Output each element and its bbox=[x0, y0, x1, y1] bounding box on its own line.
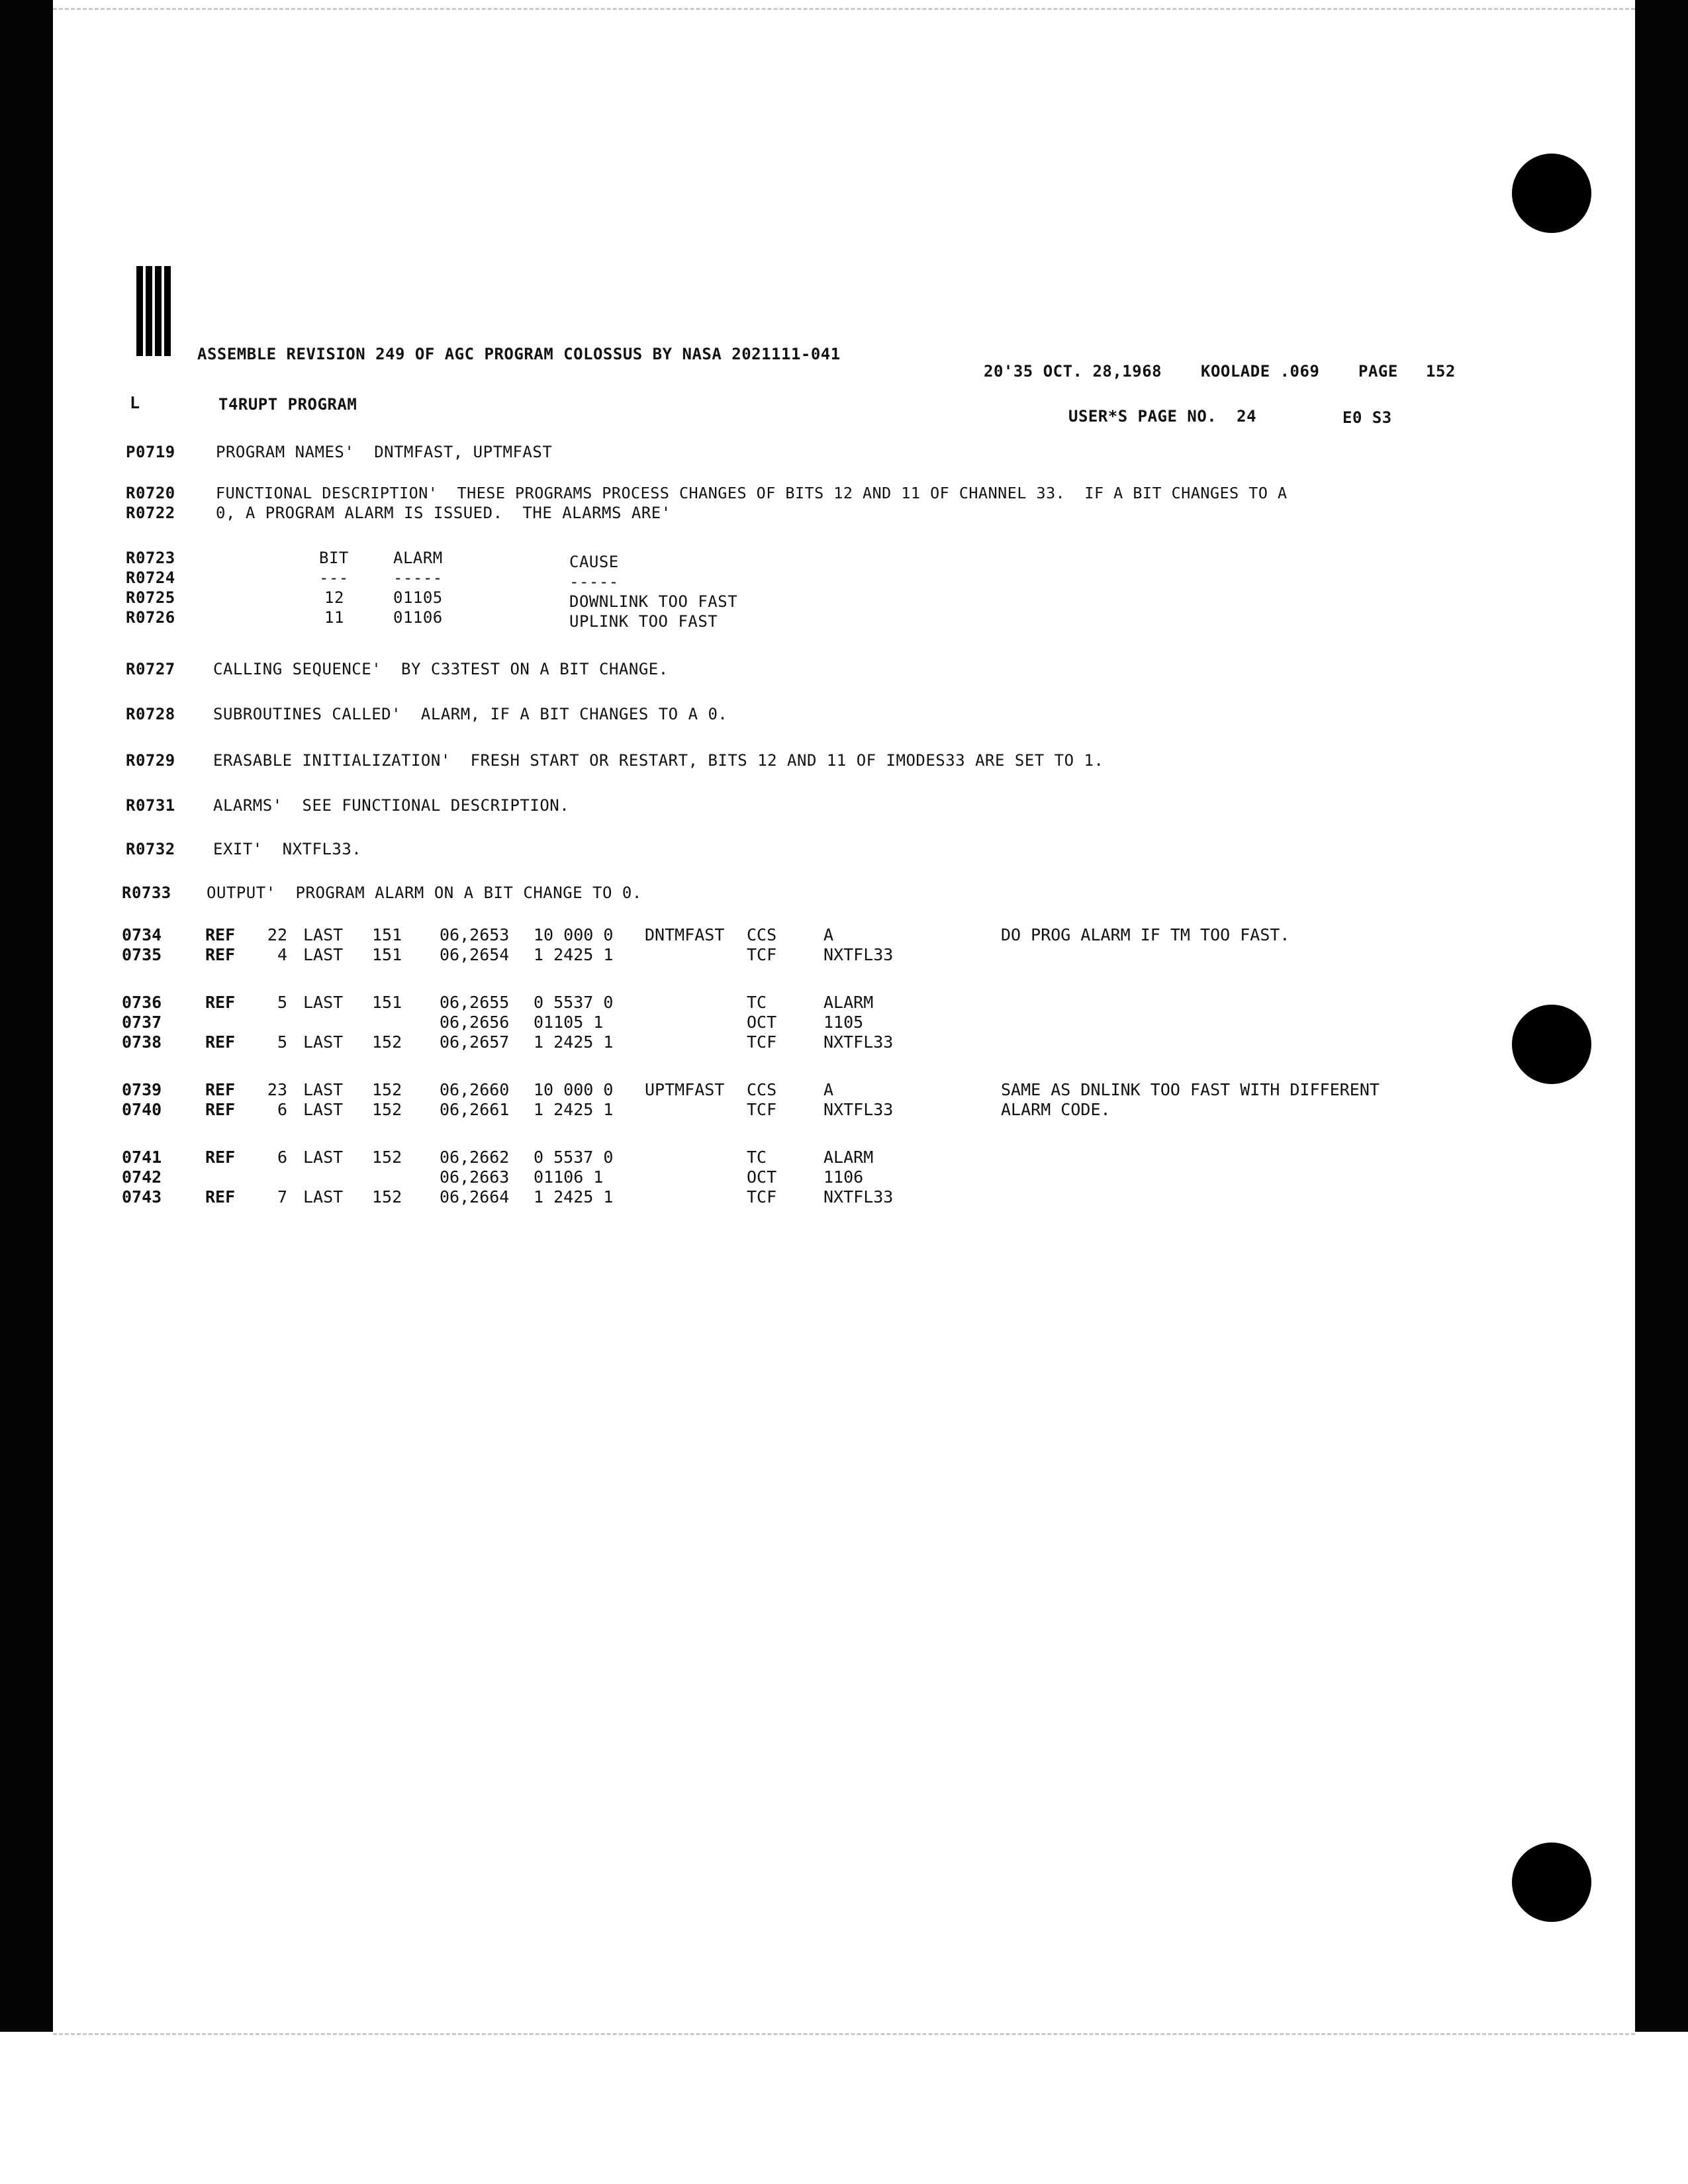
last-label: LAST bbox=[303, 1187, 344, 1206]
octal-code: 1 2425 1 bbox=[534, 1100, 614, 1119]
ref-label: REF bbox=[205, 945, 236, 964]
address: 06,2654 bbox=[440, 945, 510, 964]
ref-label: REF bbox=[205, 993, 236, 1012]
header-datetime: 20'35 OCT. 28,1968 bbox=[984, 362, 1162, 381]
alarm-code: 01106 bbox=[393, 608, 443, 627]
page-ref: 152 bbox=[372, 1148, 402, 1167]
ref-label: REF bbox=[205, 1187, 236, 1206]
address: 06,2653 bbox=[440, 925, 510, 944]
line-id: P0719 bbox=[126, 443, 175, 461]
ref-count: 6 bbox=[277, 1148, 287, 1167]
comment-text: 0, A PROGRAM ALARM IS ISSUED. THE ALARMS ARE' bbox=[216, 504, 671, 522]
address: 06,2664 bbox=[440, 1187, 510, 1206]
listing-comment: DO PROG ALARM IF TM TOO FAST. bbox=[1001, 925, 1290, 944]
operand: 1105 bbox=[823, 1013, 864, 1032]
ref-label: REF bbox=[205, 1148, 236, 1167]
operand: ALARM bbox=[823, 993, 874, 1012]
page-ref: 152 bbox=[372, 1187, 402, 1206]
operand: NXTFL33 bbox=[823, 1032, 894, 1052]
operand: A bbox=[823, 925, 834, 944]
line-id: R0727 bbox=[126, 660, 175, 678]
ref-count: 23 bbox=[267, 1080, 287, 1099]
line-number: 0737 bbox=[122, 1013, 162, 1032]
alarm-table-header-bit: BIT bbox=[319, 549, 349, 567]
operand: NXTFL33 bbox=[823, 945, 894, 964]
bottom-edge-line bbox=[53, 2033, 1635, 2035]
scan-border-left bbox=[0, 0, 53, 2032]
opcode: OCT bbox=[747, 1167, 777, 1187]
last-label: LAST bbox=[303, 1148, 344, 1167]
octal-code: 1 2425 1 bbox=[534, 1032, 614, 1052]
line-id: R0725 bbox=[126, 588, 175, 607]
comment-text: ALARMS' SEE FUNCTIONAL DESCRIPTION. bbox=[213, 796, 570, 815]
last-label: LAST bbox=[303, 945, 344, 964]
opcode: CCS bbox=[747, 1080, 777, 1099]
address: 06,2660 bbox=[440, 1080, 510, 1099]
symbol-label: UPTMFAST bbox=[645, 1080, 725, 1099]
address: 06,2656 bbox=[440, 1013, 510, 1032]
ref-count: 7 bbox=[277, 1187, 287, 1206]
program-title: T4RUPT PROGRAM bbox=[218, 395, 357, 414]
top-edge-line bbox=[53, 8, 1635, 10]
page-ref: 151 bbox=[372, 925, 402, 944]
header-page-number: 152 bbox=[1426, 362, 1456, 381]
alarm-table-dash: ----- bbox=[393, 569, 443, 587]
line-id: R0726 bbox=[126, 608, 175, 627]
octal-code: 0 5537 0 bbox=[534, 1148, 614, 1167]
line-number: 0734 bbox=[122, 925, 162, 944]
address: 06,2663 bbox=[440, 1167, 510, 1187]
opcode: TCF bbox=[747, 1032, 777, 1052]
address: 06,2657 bbox=[440, 1032, 510, 1052]
binder-mark bbox=[136, 266, 171, 356]
alarm-bit: 11 bbox=[324, 608, 344, 627]
comment-text: OUTPUT' PROGRAM ALARM ON A BIT CHANGE TO 0. bbox=[207, 884, 642, 902]
octal-code: 0 5537 0 bbox=[534, 993, 614, 1012]
listing-comment: SAME AS DNLINK TOO FAST WITH DIFFERENT bbox=[1001, 1080, 1380, 1099]
last-label: LAST bbox=[303, 925, 344, 944]
punch-hole bbox=[1512, 1843, 1591, 1922]
ref-label: REF bbox=[205, 1100, 236, 1119]
opcode: TCF bbox=[747, 1187, 777, 1206]
ref-count: 5 bbox=[277, 1032, 287, 1052]
comment-text: CALLING SEQUENCE' BY C33TEST ON A BIT CHANGE. bbox=[213, 660, 669, 678]
opcode: TCF bbox=[747, 1100, 777, 1119]
address: 06,2662 bbox=[440, 1148, 510, 1167]
ref-count: 22 bbox=[267, 925, 287, 944]
octal-code: 1 2425 1 bbox=[534, 945, 614, 964]
line-id: R0720 bbox=[126, 484, 175, 502]
operand: ALARM bbox=[823, 1148, 874, 1167]
comment-text: FUNCTIONAL DESCRIPTION' THESE PROGRAMS PROCESS CHANGES OF BITS 12 AND 11 OF CHANNEL 33. IF A BIT CHANGES TO A bbox=[216, 484, 1288, 502]
operand: 1106 bbox=[823, 1167, 864, 1187]
header-koolade: KOOLADE .069 bbox=[1201, 362, 1320, 381]
alarm-bit: 12 bbox=[324, 588, 344, 607]
alarm-table-dash: --- bbox=[319, 569, 349, 587]
opcode: CCS bbox=[747, 925, 777, 944]
line-id: R0722 bbox=[126, 504, 175, 522]
last-label: LAST bbox=[303, 1100, 344, 1119]
alarm-table-header-alarm: ALARM bbox=[393, 549, 443, 567]
line-number: 0740 bbox=[122, 1100, 162, 1119]
octal-code: 1 2425 1 bbox=[534, 1187, 614, 1206]
line-id: R0729 bbox=[126, 751, 175, 770]
octal-code: 01105 1 bbox=[534, 1013, 604, 1032]
line-id: R0731 bbox=[126, 796, 175, 815]
ref-count: 4 bbox=[277, 945, 287, 964]
assemble-header: ASSEMBLE REVISION 249 OF AGC PROGRAM COLOSSUS BY NASA 2021111-041 bbox=[197, 345, 841, 363]
line-number: 0738 bbox=[122, 1032, 162, 1052]
ref-count: 5 bbox=[277, 993, 287, 1012]
line-number: 0739 bbox=[122, 1080, 162, 1099]
line-number: 0743 bbox=[122, 1187, 162, 1206]
opcode: TC bbox=[747, 993, 767, 1012]
page-ref: 151 bbox=[372, 945, 402, 964]
ref-label: REF bbox=[205, 925, 236, 944]
page-code: E0 S3 bbox=[1342, 408, 1392, 427]
opcode: TCF bbox=[747, 945, 777, 964]
last-label: LAST bbox=[303, 1032, 344, 1052]
punch-hole bbox=[1512, 1005, 1591, 1084]
operand: NXTFL33 bbox=[823, 1100, 894, 1119]
operand: NXTFL33 bbox=[823, 1187, 894, 1206]
punch-hole bbox=[1512, 154, 1591, 233]
address: 06,2661 bbox=[440, 1100, 510, 1119]
alarm-code: 01105 bbox=[393, 588, 443, 607]
line-number: 0741 bbox=[122, 1148, 162, 1167]
page-ref: 152 bbox=[372, 1032, 402, 1052]
line-number: 0735 bbox=[122, 945, 162, 964]
ref-label: REF bbox=[205, 1080, 236, 1099]
subheader-mark: L bbox=[130, 393, 140, 412]
operand: A bbox=[823, 1080, 834, 1099]
symbol-label: DNTMFAST bbox=[645, 925, 725, 944]
last-label: LAST bbox=[303, 993, 344, 1012]
listing-comment: ALARM CODE. bbox=[1001, 1100, 1111, 1119]
address: 06,2655 bbox=[440, 993, 510, 1012]
ref-count: 6 bbox=[277, 1100, 287, 1119]
octal-code: 10 000 0 bbox=[534, 1080, 614, 1099]
opcode: TC bbox=[747, 1148, 767, 1167]
last-label: LAST bbox=[303, 1080, 344, 1099]
page-ref: 152 bbox=[372, 1080, 402, 1099]
ref-label: REF bbox=[205, 1032, 236, 1052]
page-ref: 152 bbox=[372, 1100, 402, 1119]
line-number: 0736 bbox=[122, 993, 162, 1012]
line-id: R0728 bbox=[126, 705, 175, 723]
comment-text: PROGRAM NAMES' DNTMFAST, UPTMFAST bbox=[216, 443, 553, 461]
alarm-table-header-cause: CAUSE bbox=[569, 553, 619, 571]
line-id: R0724 bbox=[126, 569, 175, 587]
header-page-label: PAGE bbox=[1358, 362, 1398, 381]
page-ref: 151 bbox=[372, 993, 402, 1012]
line-id: R0732 bbox=[126, 840, 175, 858]
alarm-cause: DOWNLINK TOO FAST bbox=[569, 592, 738, 611]
comment-text: EXIT' NXTFL33. bbox=[213, 840, 362, 858]
octal-code: 01106 1 bbox=[534, 1167, 604, 1187]
comment-text: ERASABLE INITIALIZATION' FRESH START OR RESTART, BITS 12 AND 11 OF IMODES33 ARE SET TO 1. bbox=[213, 751, 1104, 770]
scan-border-right bbox=[1635, 0, 1688, 2032]
line-id: R0733 bbox=[122, 884, 171, 902]
comment-text: SUBROUTINES CALLED' ALARM, IF A BIT CHANGES TO A 0. bbox=[213, 705, 728, 723]
alarm-cause: UPLINK TOO FAST bbox=[569, 612, 718, 631]
octal-code: 10 000 0 bbox=[534, 925, 614, 944]
opcode: OCT bbox=[747, 1013, 777, 1032]
user-page-number: USER*S PAGE NO. 24 bbox=[1068, 407, 1257, 426]
alarm-table-dash: ----- bbox=[569, 572, 619, 591]
line-number: 0742 bbox=[122, 1167, 162, 1187]
line-id: R0723 bbox=[126, 549, 175, 567]
